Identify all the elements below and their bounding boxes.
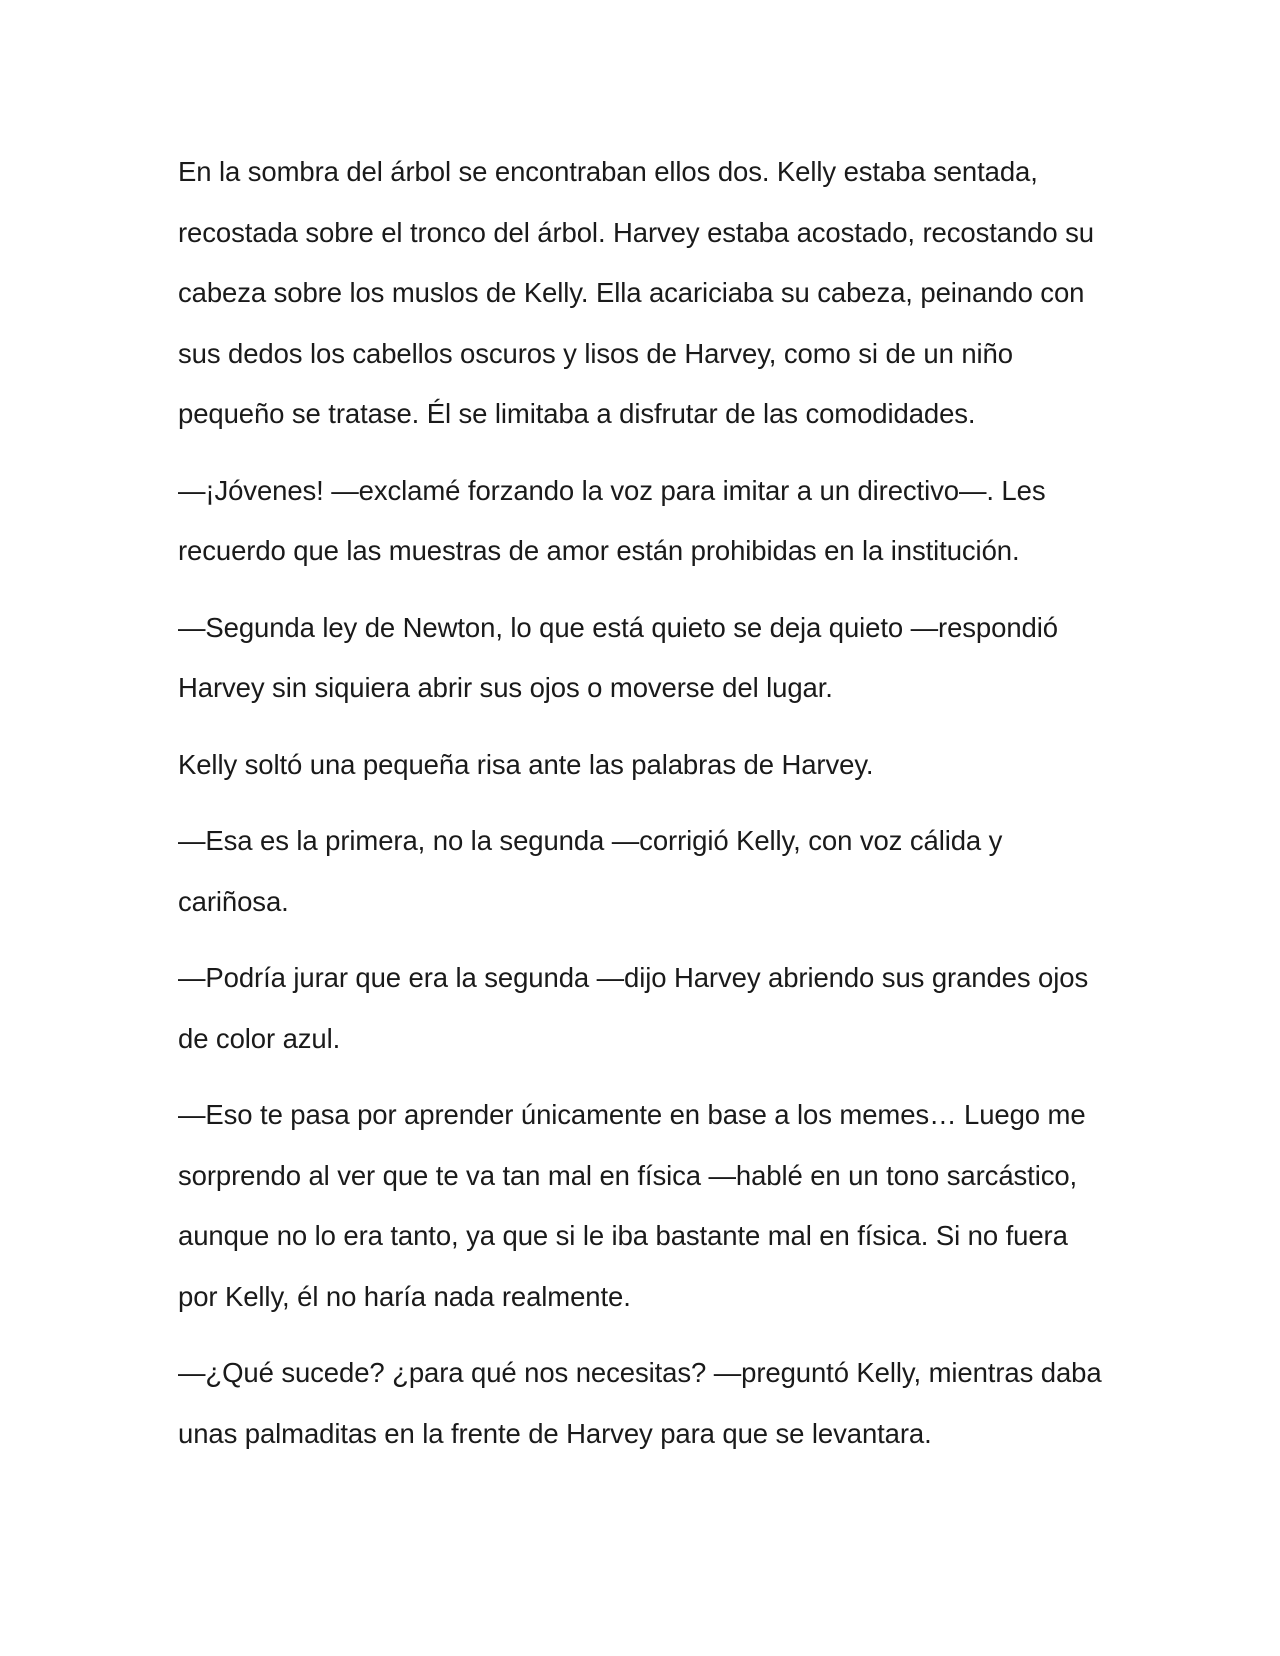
paragraph: —¡Jóvenes! —exclamé forzando la voz para imitar a un directivo—. Les recuerdo que las muestras de amor están prohibidas en la institución. [178, 474, 1046, 566]
paragraph: Kelly soltó una pequeña risa ante las palabras de Harvey. [178, 748, 874, 780]
paragraph: En la sombra del árbol se encontraban ellos dos. Kelly estaba sentada, recostada sobre el tronco del árbol. Harvey estaba acostado, recostando su cabeza sobre los muslos de Kelly. Ella acariciaba su cabeza, peinando con sus dedos los cabellos oscuros y lisos de Harvey, como si de un niño pequeño se tratase. Él se limitaba a disfrutar de las comodidades. [178, 156, 1094, 429]
paragraph: —Eso te pasa por aprender únicamente en base a los memes… Luego me sorprendo al ver que te va tan mal en física —hablé en un tono sarcástico, aunque no lo era tanto, ya que si le iba bastante mal en física. Si no fuera por Kelly, él no haría nada realmente. [178, 1099, 1086, 1312]
paragraph: —Esa es la primera, no la segunda —corrigió Kelly, con voz cálida y cariñosa. [178, 825, 1003, 917]
paragraph: —¿Qué sucede? ¿para qué nos necesitas? —preguntó Kelly, mientras daba unas palmaditas en la frente de Harvey para que se levantara. [178, 1357, 1102, 1449]
paragraph: —Segunda ley de Newton, lo que está quieto se deja quieto —respondió Harvey sin siquiera abrir sus ojos o moverse del lugar. [178, 611, 1058, 703]
document-body [178, 142, 1108, 1480]
paragraph: —Podría jurar que era la segunda —dijo Harvey abriendo sus grandes ojos de color azul. [178, 962, 1089, 1054]
